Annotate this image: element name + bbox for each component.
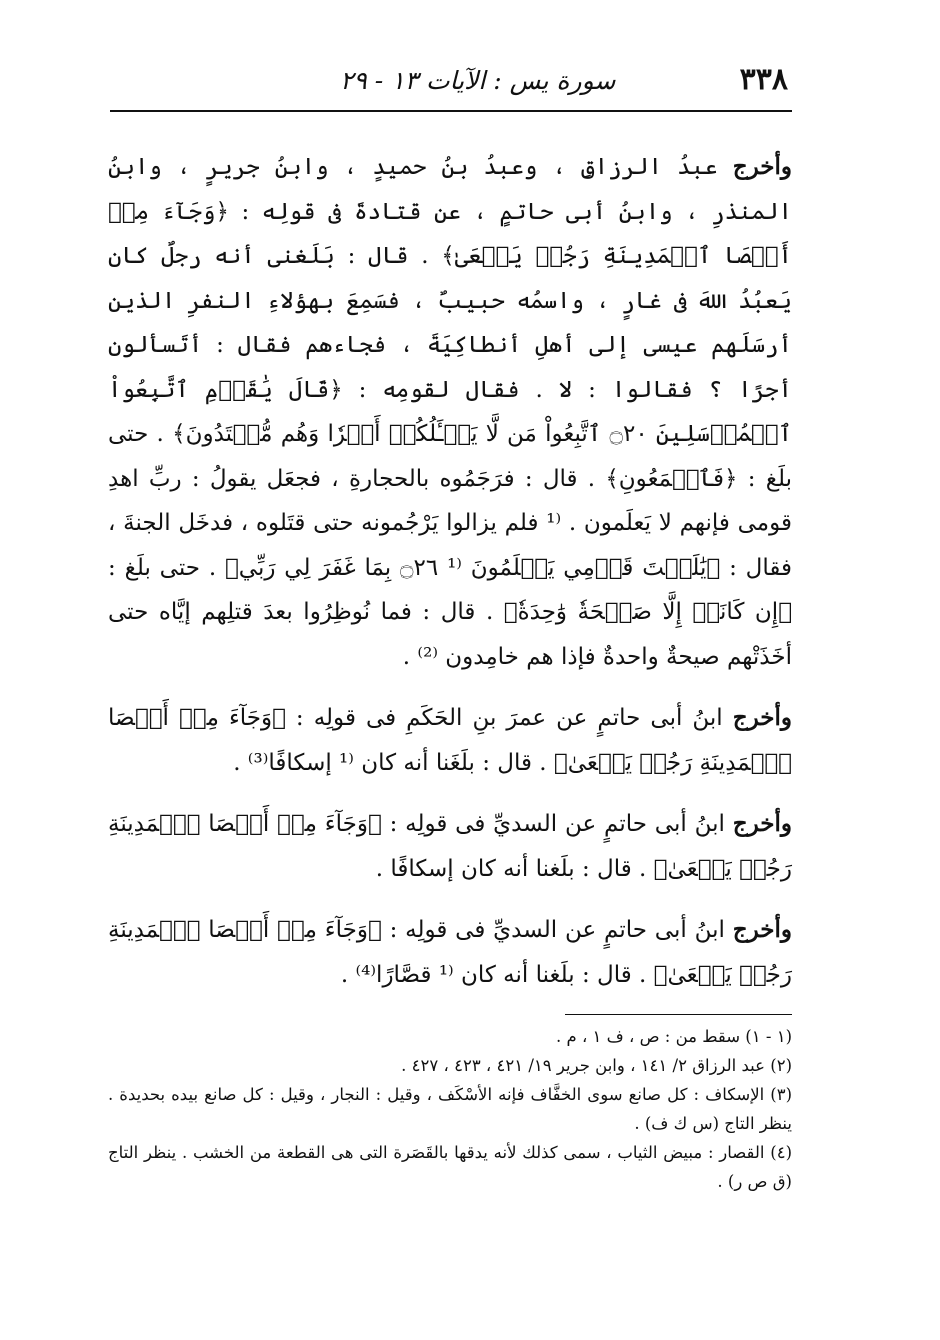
footnote: (٣) الإسكاف : كل صانع سوى الخفَّاف فإنه الأسْكَف ، وقيل : النجار ، وقيل : كل صانع بيده بحديدة . ينظر التاج (س ك ف) . — [108, 1085, 792, 1133]
paragraph — [108, 145, 792, 679]
paragraph-lead: وأخرج — [732, 704, 792, 731]
paragraph-text: ابنُ أبى حاتمٍ عن عمرَ بنِ الحَكَمِ فى قولِه : ﴿وَجَآءَ مِنۡ أَقۡصَا ٱلۡمَدِينَةِ رَجُلٞ يَسۡعَىٰ﴾ . قال : بلَغَنا أنه كان ⁽¹ إسكافًا⁽³⁾ . — [108, 705, 792, 776]
paragraph — [108, 696, 792, 785]
paragraph-lead: وأخرج — [732, 810, 792, 837]
paragraph-lead: وأخرج — [732, 916, 792, 943]
main-text — [108, 145, 792, 1014]
footnote: (٢) عبد الرزاق ٢/ ١٤١ ، وابن جرير ١٩/ ٤٢١ ، ٤٢٣ ، ٤٢٧ . — [401, 1056, 792, 1075]
paragraph-text: ابنُ أبى حاتمٍ عن السديِّ فى قولِه : ﴿وَجَآءَ مِنۡ أَقۡصَا ٱلۡمَدِينَةِ رَجُلٞ يَسۡعَىٰ﴾ . قال : بلَغنا أنه كان ⁽¹ قصَّارًا⁽⁴⁾ . — [108, 917, 792, 988]
footnote: (١ - ١) سقط من : ص ، ف ١ ، م . — [556, 1027, 792, 1046]
page-header — [110, 60, 790, 108]
paragraph — [108, 908, 792, 997]
footnote: (٤) القصار : مبيض الثياب ، سمى كذلك لأنه يدقها بالقَصَرة التى هى القطعة من الخشب . ينظر التاج (ق ص ر) . — [108, 1143, 792, 1191]
paragraph-text: عبدُ الرزاقِ ، وعبدُ بنُ حميدٍ ، وابنُ جريرٍ ، وابنُ المنذرِ ، وابنُ أبى حاتمٍ ، عن قتادةَ فى قولِه : ﴿وَجَآءَ مِنۡ أَقۡصَا ٱلۡمَدِينَةِ رَجُلٞ يَسۡعَىٰ﴾ . قال : بَلَغنى أنه رجلٌ كان يَعبُدُ اللهَ فى غارٍ ، واسمُه حبيبٌ ، فسَمِعَ بهؤلاءِ النفرِ الذين أرسَلَهم عيسى إلى أهلِ أنطاكِيَةَ ، فجاءهم فقال : أتَسألون أجرًا ؟ فقالوا : لا . فقال لقومِه : ﴿قَالَ يَٰقَوۡمِ ٱتَّبِعُواْ ٱلۡمُرۡسَلِينَ ۝٢٠ ٱتَّبِعُواْ مَن لَّا يَسۡـَٔلُكُمۡ أَجۡرٗا وَهُم مُّهۡتَدُونَ﴾ . حتى بلَغ : ﴿فَٱسۡمَعُونِ﴾ . قال : فرَجَمُوه بالحجارةِ ، فجعَل يقولُ : ربِّ اهدِ قومى فإنهم لا يَعلَمون . ⁽¹ فلم يزالوا يَرْجُمونه حتى قتَلوه ، فدخَل الجنةَ ، فقال : ﴿يَٰلَيۡتَ قَوۡمِي يَعۡلَمُونَ ⁽¹ ۝٢٦ بِمَا غَفَرَ لِي رَبِّي﴾ . حتى بلَغ : ﴿إِن كَانَتۡ إِلَّا صَيۡحَةٗ وَٰحِدَةٗ﴾ . قال : فما نُوظِرُوا بعدَ قتلِهم إيَّاه حتى أخَذَتْهم صيحةٌ واحدةٌ فإذا هم خامِدون ⁽²⁾ . — [108, 154, 792, 670]
page-number: ٣٣٨ — [739, 62, 788, 97]
paragraph — [108, 802, 792, 891]
running-title: سورة يس : الآيات ١٣ - ٢٩ — [340, 66, 616, 95]
footnote-divider — [565, 1014, 792, 1015]
paragraph-text: ابنُ أبى حاتمٍ عن السديِّ فى قولِه : ﴿وَجَآءَ مِنۡ أَقۡصَا ٱلۡمَدِينَةِ رَجُلٞ يَسۡعَىٰ﴾ . قال : بلَغنا أنه كان إسكافًا . — [108, 811, 792, 882]
footnotes — [108, 1022, 792, 1196]
header-divider — [110, 110, 792, 112]
paragraph-lead: وأخرج — [732, 153, 792, 180]
